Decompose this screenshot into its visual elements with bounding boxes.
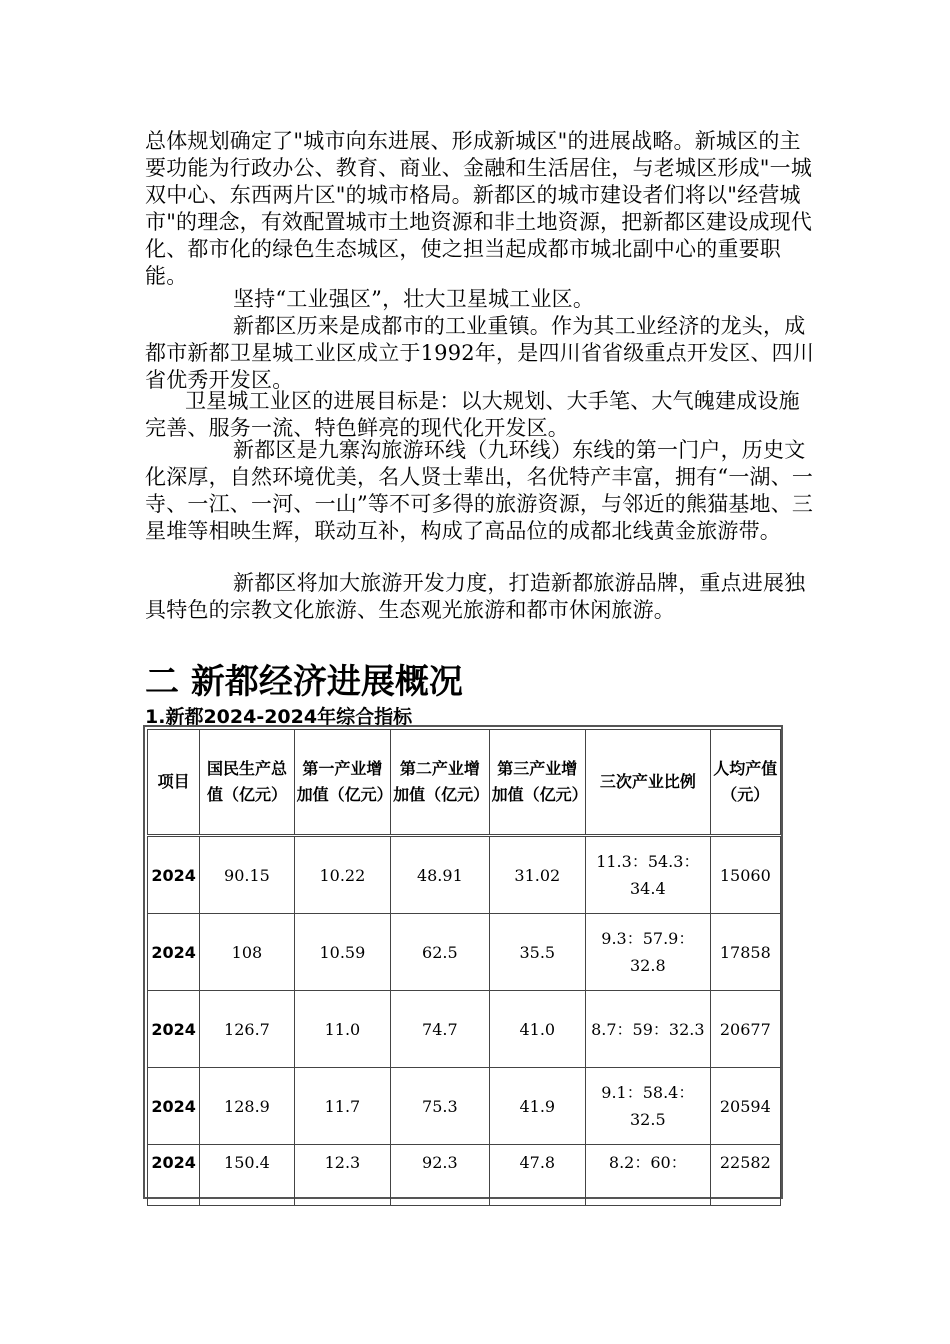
table-cell: 41.9 [489,1068,585,1145]
table-cell: 108 [200,914,294,991]
table-cell: 31.02 [489,836,585,914]
header-cell: 三次产业比例 [586,730,711,836]
table-cell: 47.8 [489,1145,585,1206]
table-cell: 8.2：60： [586,1145,711,1206]
header-cell: 项目 [148,730,200,836]
table-row [148,1068,781,1145]
table-row [148,1145,781,1206]
table-cell: 41.0 [489,991,585,1068]
year-cell: 2024 [148,836,200,914]
table-cell: 8.7：59：32.3 [586,991,711,1068]
year-cell: 2024 [148,991,200,1068]
section-title: 二 新都经济进展概况 [145,662,463,702]
table-cell: 11.0 [294,991,390,1068]
table-title: 1.新都2024-2024年综合指标 [145,706,413,728]
table-cell: 35.5 [489,914,585,991]
table-cell: 126.7 [200,991,294,1068]
table-cell: 150.4 [200,1145,294,1206]
table-row [148,836,781,914]
indicator-table-frame [143,725,783,1199]
table-cell: 74.7 [391,991,489,1068]
table-header-row [148,730,781,836]
year-cell: 2024 [148,1068,200,1145]
table-cell: 9.1：58.4：32.5 [586,1068,711,1145]
table-cell: 10.22 [294,836,390,914]
header-cell: 第一产业增加值（亿元） [294,730,390,836]
header-cell: 国民生产总值（亿元） [200,730,294,836]
indicator-table [147,729,781,1206]
header-cell: 第三产业增加值（亿元） [489,730,585,836]
table-cell: 20594 [710,1068,780,1145]
year-cell: 2024 [148,914,200,991]
table-cell: 10.59 [294,914,390,991]
table-row [148,914,781,991]
year-cell: 2024 [148,1145,200,1206]
paragraph-industry-history: 新都区历来是成都市的工业重镇。作为其工业经济的龙头，成都市新都卫星城工业区成立于1992年，是四川省省级重点开发区、四川省优秀开发区。 [145,314,815,392]
paragraph-tourism-plan: 新都区将加大旅游开发力度，打造新都旅游品牌，重点进展独具特色的宗教文化旅游、生态观光旅游和都市休闲旅游。 [145,571,806,622]
table-cell: 9.3：57.9：32.8 [586,914,711,991]
header-cell: 第二产业增加值（亿元） [391,730,489,836]
table-cell: 11.7 [294,1068,390,1145]
table-cell: 15060 [710,836,780,914]
paragraph-tourism: 新都区是九寨沟旅游环线（九环线）东线的第一门户，历史文化深厚，自然环境优美，名人贤士辈出，名优特产丰富，拥有“一湖、一寺、一江、一河、一山”等不可多得的旅游资源，与邻近的熊猫基地、三星堆等相映生辉，联动互补，构成了高品位的成都北线黄金旅游带。 [145,438,814,543]
paragraph-industry-goal: 卫星城工业区的进展目标是：以大规划、大手笔、大气魄建成设施完善、服务一流、特色鲜亮的现代化开发区。 [145,389,800,440]
table-cell: 12.3 [294,1145,390,1206]
table-cell: 128.9 [200,1068,294,1145]
table-cell: 20677 [710,991,780,1068]
table-cell: 48.91 [391,836,489,914]
paragraph-industry-slogan: 坚持“工业强区”，壮大卫星城工业区。 [233,287,595,311]
header-cell: 人均产值（元） [710,730,780,836]
table-cell: 92.3 [391,1145,489,1206]
table-cell: 17858 [710,914,780,991]
table-cell: 90.15 [200,836,294,914]
paragraph-planning: 总体规划确定了"城市向东进展、形成新城区"的进展战略。新城区的主要功能为行政办公、教育、商业、金融和生活居住，与老城区形成"一城双中心、东西两片区"的城市格局。新都区的城市建设者们将以"经营城市"的理念，有效配置城市土地资源和非土地资源，把新都区建设成现代化、都市化的绿色生态城区，使之担当起成都市城北副中心的重要职能。 [145,129,813,288]
table-cell: 75.3 [391,1068,489,1145]
table-cell: 62.5 [391,914,489,991]
table-cell: 22582 [710,1145,780,1206]
table-cell: 11.3：54.3：34.4 [586,836,711,914]
table-row [148,991,781,1068]
